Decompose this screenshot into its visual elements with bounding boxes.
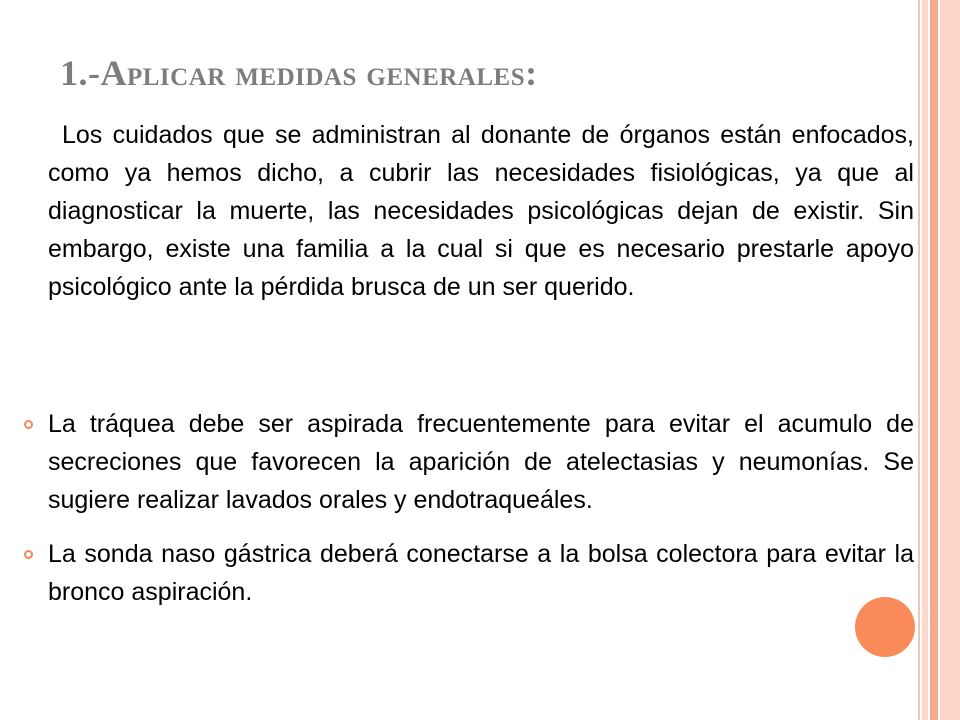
hollow-circle-bullet-icon xyxy=(24,420,33,429)
decorative-stripe xyxy=(930,0,938,720)
orange-circle-icon xyxy=(855,597,915,657)
intro-paragraph: Los cuidados que se administran al donante de órganos están enfocados, como ya hemos dicho, a cubrir las necesidades fisiológicas, ya que al diagnosticar la muerte, las necesidades psicológicas dejan de existir. Sin embargo, existe una familia a la cual si que es necesario prestarle apoyo psicológico ante la pérdida brusca de un ser querido. xyxy=(48,121,914,301)
decorative-stripe xyxy=(918,0,920,720)
bullet-text: La sonda naso gástrica deberá conectarse a la bolsa colectora para evitar la bronco aspiración. xyxy=(48,540,914,606)
slide-title: 1.-Aplicar medidas generales: xyxy=(60,53,538,93)
bullet-list xyxy=(0,405,916,611)
hollow-circle-bullet-icon xyxy=(24,550,33,559)
bullet-item-nasogastric-tube xyxy=(0,535,914,611)
bullet-text: La tráquea debe ser aspirada frecuentemente para evitar el acumulo de secreciones que favorecen la aparición de atelectasias y neumonías. Se sugiere realizar lavados orales y endotraqueáles. xyxy=(48,410,914,514)
decorative-stripe xyxy=(940,0,960,720)
bullet-item-tracheal-aspiration xyxy=(0,405,914,519)
decorative-stripe xyxy=(922,0,928,720)
